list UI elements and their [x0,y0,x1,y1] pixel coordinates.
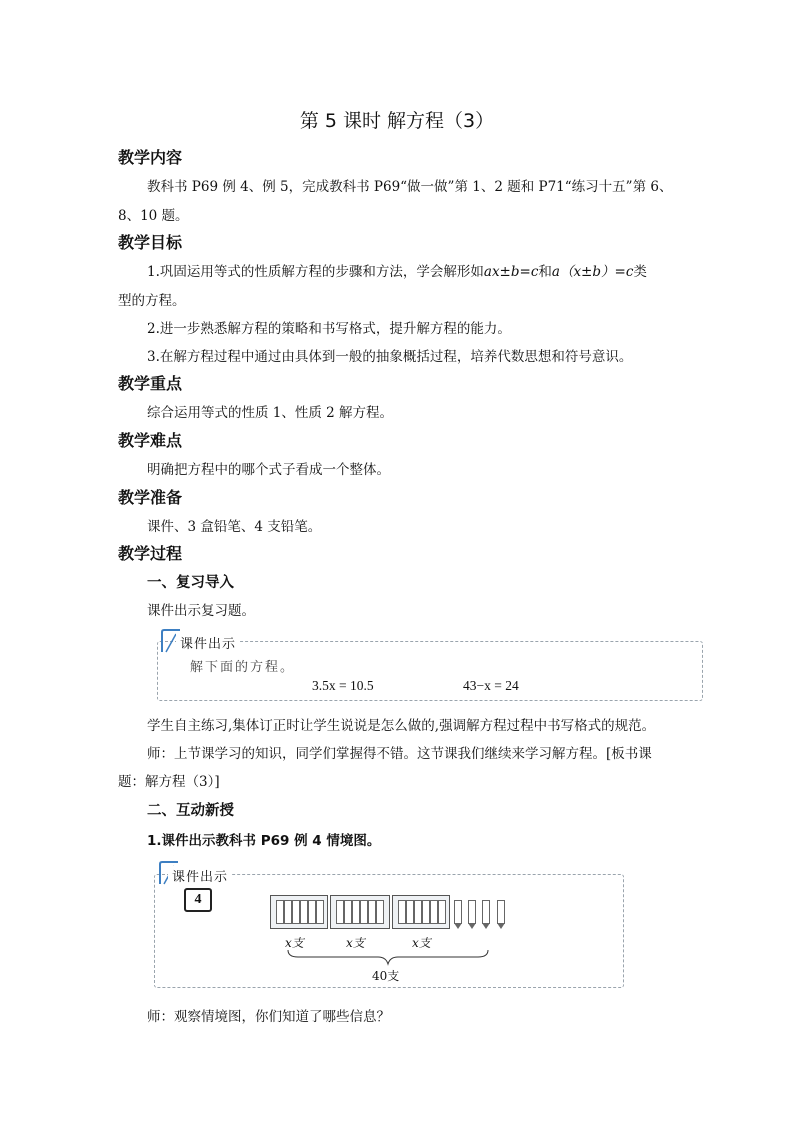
goal-1-expr-1: ax±b=c [483,264,539,280]
goal-1-line-2: 型的方程。 [118,293,186,309]
label-x-2: x支 [346,936,365,950]
part1-intro: 课件出示复习题。 [147,603,255,619]
label-x-1: x支 [285,936,304,950]
part1-heading: 一、复习导入 [147,575,234,591]
prep-text: 课件、3 盒铅笔、4 支铅笔。 [147,519,322,535]
goal-1-line-1 [147,260,647,280]
review-equation-1: 3.5x = 10.5 [312,678,374,693]
part1-paragraph-2-line-1: 师：上节课学习的知识，同学们掌握得不错。这节课我们继续来学习解方程。[板书课 [147,746,652,762]
single-pencil-3 [482,900,490,924]
heading-content: 教学内容 [118,148,183,167]
part1-paragraph-1: 学生自主练习,集体订正时让学生说说是怎么做的,强调解方程过程中书写格式的规范。 [147,718,656,734]
single-pencil-4 [497,900,505,924]
pencil-box-1 [270,895,328,929]
heading-goals: 教学目标 [118,233,183,252]
goal-1-text: 1.巩固运用等式的性质解方程的步骤和方法，学会解形如 [147,264,484,280]
part2-question: 师：观察情境图，你们知道了哪些信息？ [147,1009,390,1025]
example-number-badge: 4 [184,888,212,912]
pencil-box-2 [330,895,390,929]
content-line-1: 教科书 P69 例 4、例 5，完成教科书 P69“做一做”第 1、2 题和 P71“练习十五”第 6、 [147,179,673,195]
heading-process: 教学过程 [118,544,183,563]
single-pencil-1 [454,900,462,924]
heading-prep: 教学准备 [118,488,183,507]
goal-2: 2.进一步熟悉解方程的策略和书写格式，提升解方程的能力。 [147,321,511,337]
part2-sub-1: 1.课件出示教科书 P69 例 4 情境图。 [147,833,381,849]
part2-heading: 二、互动新授 [147,803,234,819]
content-line-2: 8、10 题。 [118,208,189,224]
goal-1-expr-2: a（x±b）=c [551,264,634,280]
review-equation-2: 43−x = 24 [463,678,519,693]
single-pencil-2 [468,900,476,924]
callout-tag-example: 课件出示 [168,866,232,885]
total-label: 40支 [372,969,400,983]
label-x-3: x支 [412,936,431,950]
key-text: 综合运用等式的性质 1、性质 2 解方程。 [147,405,394,421]
callout-tag-review: 课件出示 [176,633,240,652]
goal-1-and: 和 [538,264,552,280]
heading-key: 教学重点 [118,374,183,393]
review-instruction: 解下面的方程。 [190,660,296,675]
part1-paragraph-2-line-2: 题：解方程（3）] [118,774,220,790]
goal-1-tail: 类 [633,264,647,280]
page-title: 第 5 课时 解方程（3） [299,110,495,132]
difficulty-text: 明确把方程中的哪个式子看成一个整体。 [147,462,390,478]
goal-3: 3.在解方程过程中通过由具体到一般的抽象概括过程，培养代数思想和符号意识。 [147,349,633,365]
heading-difficulty: 教学难点 [118,431,183,450]
pencil-box-3 [392,895,450,929]
total-brace [286,948,490,966]
